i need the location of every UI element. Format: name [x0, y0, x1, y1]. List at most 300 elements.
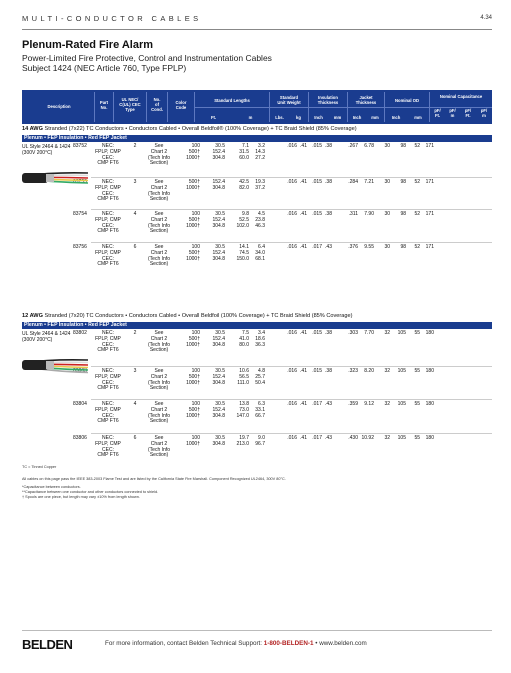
ft-value: 500†: [188, 373, 200, 380]
m-value: 304.8: [212, 341, 225, 348]
nec-type: CEC:: [102, 222, 114, 229]
kg-value: 68.1: [255, 255, 265, 262]
nec-type: CMP FT6: [97, 452, 119, 459]
lbs-value: 213.0: [236, 440, 249, 447]
c2-value: 105: [397, 368, 406, 374]
color-code: Section): [149, 228, 169, 235]
m-value: 30.5: [215, 211, 225, 217]
m-value: 304.8: [212, 412, 225, 419]
m-value: 30.5: [215, 330, 225, 336]
ft-value: 1000†: [186, 440, 200, 447]
m-value: 152.4: [212, 148, 225, 155]
col-lbs: Lbs.: [275, 115, 284, 120]
color-code: (Tech Info: [148, 154, 170, 161]
color-code: (Tech Info: [148, 190, 170, 197]
col-num-cond: No. of Cond.: [151, 97, 163, 112]
col-ins-inch: Inch: [314, 115, 323, 120]
c1-value: 30: [384, 143, 390, 149]
m-value: 152.4: [212, 216, 225, 223]
m-value: 152.4: [212, 179, 225, 185]
od-in-value: .359: [348, 401, 358, 407]
m-value: 30.5: [215, 401, 225, 407]
nec-type: FPLP, CMP: [95, 249, 121, 256]
color-code: Section): [149, 196, 169, 203]
nec-type: CMP FT6: [97, 261, 119, 268]
row-divider: [91, 242, 492, 243]
awg-size: 12 AWG: [22, 313, 43, 319]
m-value: 30.5: [215, 368, 225, 374]
nec-type: CEC:: [102, 190, 114, 197]
od-mm-value: 6.78: [364, 143, 374, 149]
kg-value: 4.8: [258, 368, 265, 374]
kg-value: 96.7: [255, 440, 265, 447]
kg-value: 14.3: [255, 148, 265, 155]
nec-type: NEC:: [102, 179, 114, 185]
conductor-count: 2: [133, 330, 137, 336]
row-divider: [91, 399, 492, 400]
color-code: Section): [149, 418, 169, 425]
table-header: [22, 90, 492, 124]
lbs-value: 150.0: [236, 255, 249, 262]
col-description: Description: [47, 104, 71, 109]
nec-type: FPLP, CMP: [95, 216, 121, 223]
awg-heading: [22, 313, 492, 319]
nec-type: CMP FT6: [97, 418, 119, 425]
row-divider: [91, 366, 492, 367]
color-code: Section): [149, 452, 169, 459]
ins-in-value: .016: [287, 401, 297, 407]
od-mm-value: 9.55: [364, 244, 374, 250]
footer-contact-text: For more information, contact Belden Technical Support:: [105, 640, 264, 647]
nec-type: NEC:: [102, 330, 114, 336]
color-code: See: [154, 330, 164, 336]
ft-value: 500†: [188, 249, 200, 256]
row-divider: [91, 209, 492, 210]
col-color-code: Color Code: [175, 100, 187, 110]
col-nec-type: UL NEC/ C(UL) CEC Type: [119, 97, 141, 112]
col-pf-ft-1: pF/ Ft.: [434, 108, 441, 118]
c3-value: 52: [414, 143, 420, 149]
conductor-count: 4: [133, 211, 137, 217]
color-code: (Tech Info: [148, 255, 170, 262]
od-mm-value: 8.20: [364, 368, 374, 374]
col-nominal-od: Nominal OD: [395, 98, 419, 103]
m-value: 152.4: [212, 373, 225, 380]
od-in-value: .376: [348, 244, 358, 250]
nec-type: CMP FT6: [97, 385, 119, 392]
lbs-value: 14.1: [239, 244, 249, 250]
kg-value: 33.1: [255, 406, 265, 413]
col-pf-m-2: pF/ m: [480, 108, 488, 118]
c2-value: 98: [400, 179, 406, 185]
footnote-flame-test: All cables on this page pass the IEEE 383-2003 Flame Test and are listed by the California State Fire Marshall. Component Recognized UL2464, 300V 80°C.: [22, 477, 286, 481]
header-rule: [22, 29, 492, 30]
color-code: Chart 2: [150, 335, 168, 342]
c2-value: 105: [397, 435, 406, 441]
lbs-value: 9.8: [242, 211, 249, 217]
m-value: 152.4: [212, 249, 225, 256]
col-unit-weight: Standard Unit Weight: [277, 95, 301, 105]
nec-type: CEC:: [102, 412, 114, 419]
nec-type: NEC:: [102, 143, 114, 149]
nec-type: CEC:: [102, 446, 114, 453]
kg-value: 50.4: [255, 379, 265, 386]
kg-value: 18.6: [255, 335, 265, 342]
color-code: Chart 2: [150, 440, 168, 447]
ins-in-value: .016: [287, 211, 297, 217]
jk-mm-value: .43: [325, 435, 332, 441]
nec-type: CEC:: [102, 379, 114, 386]
part-number: 83752: [73, 143, 87, 149]
conductor-count: 3: [133, 368, 137, 374]
m-value: 30.5: [215, 435, 225, 441]
lbs-value: 80.0: [239, 341, 249, 348]
ft-value: 500†: [188, 406, 200, 413]
kg-value: 46.3: [255, 222, 265, 229]
conductor-count: 2: [133, 143, 137, 149]
nec-type: NEC:: [102, 244, 114, 250]
jk-in-value: .015: [312, 143, 322, 149]
c2-value: 98: [400, 211, 406, 217]
part-number: 83802: [73, 330, 87, 336]
nec-type: CMP FT6: [97, 347, 119, 354]
kg-value: 25.7: [255, 373, 265, 380]
c2-value: 98: [400, 244, 406, 250]
jk-mm-value: .38: [325, 211, 332, 217]
col-capacitance: Nominal Capacitance: [439, 94, 483, 99]
c4-value: 171: [425, 211, 434, 217]
page-number: 4.34: [480, 15, 492, 21]
c3-value: 55: [414, 435, 420, 441]
kg-value: 6.3: [258, 401, 265, 407]
ft-value: 100: [191, 211, 200, 217]
od-in-value: .323: [348, 368, 358, 374]
ft-value: 1000†: [186, 222, 200, 229]
nec-type: NEC:: [102, 435, 114, 441]
c3-value: 55: [414, 330, 420, 336]
m-value: 30.5: [215, 244, 225, 250]
ft-value: 1000†: [186, 379, 200, 386]
color-code: Section): [149, 160, 169, 167]
nec-type: NEC:: [102, 368, 114, 374]
c4-value: 171: [425, 179, 434, 185]
row-divider: [91, 433, 492, 434]
ins-mm-value: .41: [300, 211, 307, 217]
m-value: 304.8: [212, 379, 225, 386]
lbs-value: 19.7: [239, 435, 249, 441]
ft-value: 1000†: [186, 255, 200, 262]
col-pf-ft-2: pF/ Ft.: [464, 108, 472, 118]
awg-description: Stranded (7x20) TC Conductors • Conductors Cabled • Overall Beldfoil (100% Coverage) + TC Braid Shield (85% Coverage): [42, 313, 353, 319]
footnote-spools: † Spools are one piece, but length may vary ±10% from length shown.: [22, 495, 140, 499]
ft-value: 500†: [188, 335, 200, 342]
od-in-value: .311: [348, 211, 358, 217]
footnote-capacitance-2: **Capacitance between one conductor and other conductors connected to shield.: [22, 490, 159, 494]
c4-value: 171: [425, 244, 434, 250]
description-line: (300V 200°C): [22, 150, 53, 156]
lbs-value: 42.5: [239, 179, 249, 185]
c4-value: 171: [425, 143, 434, 149]
jk-in-value: .017: [312, 401, 322, 407]
nec-type: FPLP, CMP: [95, 373, 121, 380]
col-m: m: [248, 115, 253, 120]
awg-heading: [22, 126, 492, 132]
color-code: Chart 2: [150, 216, 168, 223]
nec-type: CEC:: [102, 255, 114, 262]
color-code: Section): [149, 385, 169, 392]
part-number: 83754: [73, 211, 87, 217]
nec-type: FPLP, CMP: [95, 406, 121, 413]
kg-value: 23.8: [255, 216, 265, 223]
construction-bar: Plenum • FEP Insulation • Red FEP Jacket: [22, 322, 492, 329]
lbs-value: 60.0: [239, 154, 249, 161]
footer-website: • www.belden.com: [313, 640, 367, 647]
color-code: See: [154, 211, 164, 217]
description-line: UL Style 2464 & 1424: [22, 331, 71, 337]
ins-mm-value: .41: [300, 435, 307, 441]
ft-value: 100: [191, 368, 200, 374]
lbs-value: 111.0: [237, 379, 249, 386]
kg-value: 9.0: [258, 435, 265, 441]
ft-value: 100: [191, 244, 200, 250]
col-standard-lengths: Standard Lengths: [214, 98, 250, 103]
m-value: 152.4: [212, 406, 225, 413]
color-code: See: [154, 401, 164, 407]
m-value: 304.8: [212, 440, 225, 447]
color-code: (Tech Info: [148, 222, 170, 229]
nec-type: CMP FT6: [97, 160, 119, 167]
ins-in-value: .016: [287, 143, 297, 149]
od-in-value: .303: [348, 330, 358, 336]
c1-value: 32: [384, 401, 390, 407]
col-jk-mm: mm: [371, 115, 379, 120]
c4-value: 180: [425, 401, 434, 407]
color-code: (Tech Info: [148, 412, 170, 419]
awg-description: Stranded (7x22) TC Conductors • Conductors Cabled • Overall Beldfoil® (100% Coverage) + TC Braid Shield (85% Coverage): [42, 126, 357, 132]
ft-value: 1000†: [186, 341, 200, 348]
conductor-count: 4: [133, 401, 137, 407]
part-number: 83753: [73, 179, 87, 185]
ft-value: 500†: [188, 148, 200, 155]
od-in-value: .430: [348, 435, 358, 441]
footer-rule: [22, 630, 492, 631]
category-header: MULTI-CONDUCTOR CABLES: [22, 14, 202, 23]
nec-type: CEC:: [102, 341, 114, 348]
col-jk-inch: Inch: [352, 115, 362, 120]
jk-mm-value: .43: [325, 244, 332, 250]
lbs-value: 82.0: [239, 184, 249, 191]
col-pf-m-1: pF/ m: [449, 108, 456, 118]
ft-value: 500†: [188, 179, 200, 185]
color-code: (Tech Info: [148, 446, 170, 453]
color-code: (Tech Info: [148, 379, 170, 386]
ft-value: 100: [191, 401, 200, 407]
color-code: See: [154, 179, 164, 185]
footer-text: [105, 640, 367, 647]
jk-in-value: .015: [312, 330, 322, 336]
ins-mm-value: .41: [300, 368, 307, 374]
ft-value: 500†: [188, 216, 200, 223]
awg-size: 14 AWG: [22, 126, 43, 132]
ins-mm-value: .41: [300, 143, 307, 149]
kg-value: 37.2: [255, 184, 265, 191]
belden-logo: BELDEN: [22, 637, 73, 652]
color-code: Chart 2: [150, 406, 168, 413]
lbs-value: 102.0: [236, 222, 249, 229]
c1-value: 30: [384, 211, 390, 217]
jk-in-value: .017: [312, 244, 322, 250]
jk-mm-value: .43: [325, 401, 332, 407]
subtitle-line-2: Subject 1424 (NEC Article 760, Type FPLP): [22, 63, 187, 73]
c4-value: 180: [425, 368, 434, 374]
c3-value: 52: [414, 179, 420, 185]
ft-value: 100: [191, 435, 200, 441]
lbs-value: 31.5: [239, 148, 249, 155]
lbs-value: 10.6: [239, 368, 249, 374]
nec-type: CMP FT6: [97, 196, 119, 203]
nec-type: FPLP, CMP: [95, 184, 121, 191]
ft-value: 1000†: [186, 184, 200, 191]
lbs-value: 73.0: [239, 406, 249, 413]
ins-in-value: .016: [287, 368, 297, 374]
ins-in-value: .016: [287, 179, 297, 185]
kg-value: 27.2: [255, 154, 265, 161]
ins-mm-value: .41: [300, 179, 307, 185]
od-mm-value: 7.90: [364, 211, 374, 217]
m-value: 304.8: [212, 222, 225, 229]
c3-value: 52: [414, 244, 420, 250]
jk-in-value: .015: [312, 368, 322, 374]
row-divider: [91, 177, 492, 178]
m-value: 304.8: [212, 154, 225, 161]
footnote-tc: TC = Tinned Copper: [22, 465, 57, 469]
lbs-value: 74.5: [239, 249, 249, 256]
od-mm-value: 7.70: [364, 330, 374, 336]
ins-mm-value: .41: [300, 244, 307, 250]
c4-value: 180: [425, 435, 434, 441]
kg-value: 6.4: [258, 244, 265, 250]
color-code: Section): [149, 347, 169, 354]
part-number: 83803: [73, 368, 87, 374]
ins-in-value: .016: [287, 330, 297, 336]
kg-value: 36.3: [255, 341, 265, 348]
color-code: See: [154, 368, 164, 374]
ft-value: 1000†: [186, 154, 200, 161]
part-number: 83756: [73, 244, 87, 250]
color-code: See: [154, 435, 164, 441]
ins-in-value: .016: [287, 244, 297, 250]
nec-type: FPLP, CMP: [95, 440, 121, 447]
nec-type: CEC:: [102, 154, 114, 161]
conductor-count: 3: [133, 179, 137, 185]
jk-mm-value: .38: [325, 368, 332, 374]
col-kg: kg: [296, 115, 301, 120]
footnote-capacitance-1: *Capacitance between conductors.: [22, 485, 81, 489]
ft-value: 100: [191, 330, 200, 336]
lbs-value: 147.0: [236, 412, 249, 419]
cable-illustration: [22, 353, 92, 377]
nec-type: FPLP, CMP: [95, 335, 121, 342]
color-code: Chart 2: [150, 184, 168, 191]
subtitle-line-1: Power-Limited Fire Protective, Control and Instrumentation Cables: [22, 53, 272, 63]
nec-type: FPLP, CMP: [95, 148, 121, 155]
m-value: 304.8: [212, 255, 225, 262]
col-ins-mm: mm: [333, 115, 342, 120]
jk-mm-value: .38: [325, 179, 332, 185]
c1-value: 32: [384, 435, 390, 441]
cable-illustration: [22, 166, 92, 190]
jk-in-value: .015: [312, 211, 322, 217]
m-value: 152.4: [212, 335, 225, 342]
color-code: (Tech Info: [148, 341, 170, 348]
c1-value: 30: [384, 244, 390, 250]
lbs-value: 7.5: [242, 330, 249, 336]
color-code: See: [154, 143, 164, 149]
col-od-inch: Inch: [391, 115, 401, 120]
col-od-mm: mm: [414, 115, 422, 120]
c2-value: 105: [397, 330, 406, 336]
page-title: Plenum-Rated Fire Alarm: [22, 39, 154, 51]
col-part-no: Part No.: [99, 100, 109, 110]
footer-phone: 1-800-BELDEN-1: [263, 640, 314, 647]
lbs-value: 41.0: [239, 335, 249, 342]
ft-value: 1000†: [186, 412, 200, 419]
lbs-value: 52.5: [239, 216, 249, 223]
jk-in-value: .015: [312, 179, 322, 185]
c1-value: 30: [384, 179, 390, 185]
od-mm-value: 9.12: [364, 401, 374, 407]
kg-value: 19.3: [255, 179, 265, 185]
col-insulation: Insulation Thickness: [317, 95, 339, 105]
c1-value: 32: [384, 330, 390, 336]
lbs-value: 13.8: [239, 401, 249, 407]
jk-mm-value: .38: [325, 143, 332, 149]
ins-in-value: .016: [287, 435, 297, 441]
ins-mm-value: .41: [300, 330, 307, 336]
color-code: Chart 2: [150, 373, 168, 380]
c2-value: 98: [400, 143, 406, 149]
nec-type: CMP FT6: [97, 228, 119, 235]
od-mm-value: 7.21: [364, 179, 374, 185]
nec-type: NEC:: [102, 211, 114, 217]
lbs-value: 7.1: [242, 143, 249, 149]
c1-value: 32: [384, 368, 390, 374]
c3-value: 52: [414, 211, 420, 217]
kg-value: 3.2: [258, 143, 265, 149]
col-ft: Ft.: [210, 115, 217, 120]
lbs-value: 56.5: [239, 373, 249, 380]
ft-value: 100: [191, 143, 200, 149]
c3-value: 55: [414, 368, 420, 374]
color-code: Chart 2: [150, 148, 168, 155]
c3-value: 55: [414, 401, 420, 407]
color-code: Chart 2: [150, 249, 168, 256]
color-code: Section): [149, 261, 169, 268]
kg-value: 4.5: [258, 211, 265, 217]
jk-mm-value: .38: [325, 330, 332, 336]
construction-bar: Plenum • FEP Insulation • Red FEP Jacket: [22, 135, 492, 142]
nec-type: NEC:: [102, 401, 114, 407]
m-value: 304.8: [212, 184, 225, 191]
description-line: UL Style 2464 & 1424: [22, 144, 71, 150]
kg-value: 3.4: [258, 330, 265, 336]
od-in-value: .284: [348, 179, 358, 185]
ins-mm-value: .41: [300, 401, 307, 407]
c2-value: 105: [397, 401, 406, 407]
color-code: See: [154, 244, 164, 250]
m-value: 30.5: [215, 143, 225, 149]
col-jacket: Jacket Thickness: [355, 95, 377, 105]
